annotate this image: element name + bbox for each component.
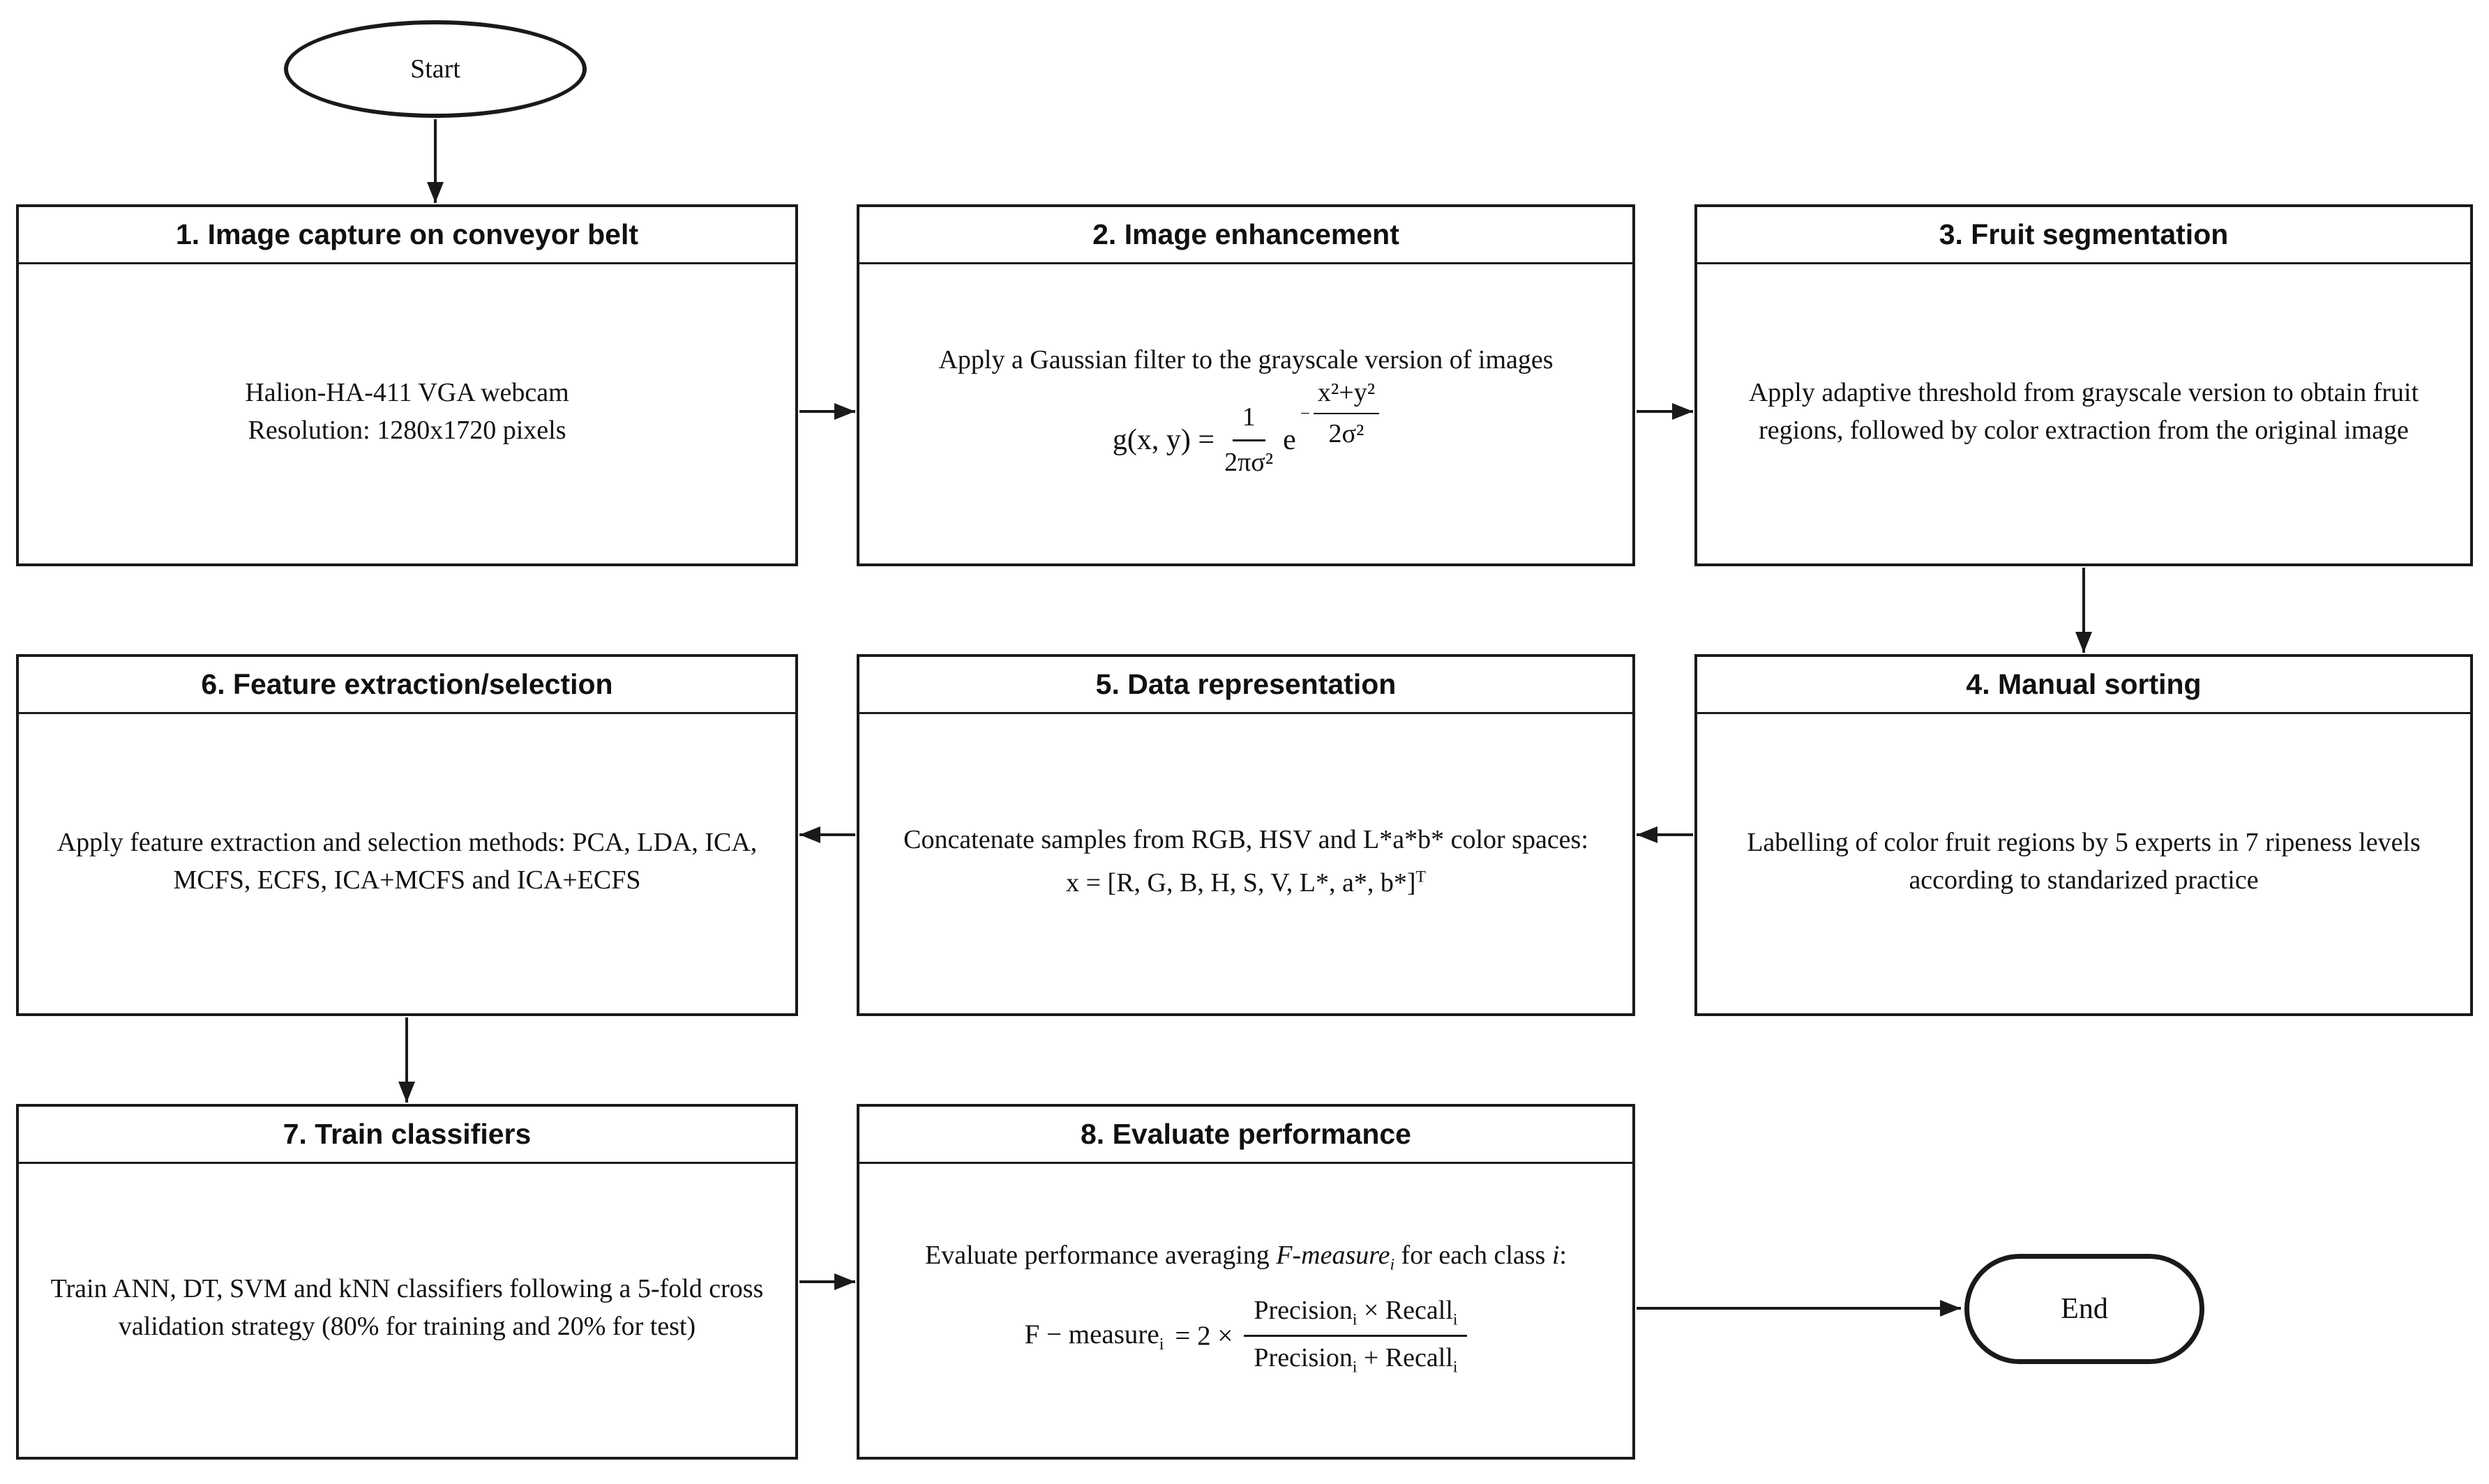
fmeasure-formula — [1025, 1292, 1468, 1379]
step3-body — [1697, 264, 2470, 563]
fmeasure-lhs: F − measure$_i$ — [1024, 1319, 1164, 1354]
exponent-numerator: x²+y² — [1314, 374, 1379, 415]
step5-box — [857, 654, 1635, 1016]
feature-vector-formula — [1066, 865, 1426, 902]
step6-box — [16, 654, 798, 1016]
step8-title: 8. Evaluate performance — [859, 1107, 1632, 1164]
class-i-italic: i — [1551, 1240, 1560, 1270]
exponent-fraction — [1314, 374, 1379, 454]
step7-title: 7. Train classifiers — [19, 1107, 795, 1164]
gaussian-fraction — [1224, 399, 1273, 482]
gaussian-formula — [1112, 377, 1379, 482]
step5-text: Concatenate samples from RGB, HSV and L*a*b* color spaces: — [903, 824, 1588, 854]
feature-vector: x = [R, G, B, H, S, V, L*, a*, b*]$^T$ — [1066, 867, 1426, 898]
step5-body — [859, 714, 1632, 1013]
step3-box — [1694, 204, 2473, 566]
step1-title: 1. Image capture on conveyor belt — [19, 207, 795, 264]
fmeasure-italic: F-measure$_i$ — [1276, 1240, 1395, 1274]
step4-body — [1697, 714, 2470, 1013]
start-terminal — [284, 20, 587, 118]
step5-title: 5. Data representation — [859, 657, 1632, 714]
step7-box — [16, 1104, 798, 1460]
step8-body — [859, 1164, 1632, 1457]
step7-body — [19, 1164, 795, 1457]
step7-text: Train ANN, DT, SVM and kNN classifiers following a 5-fold cross validation strategy (80% for training and 20% for test) — [50, 1274, 764, 1341]
step8-text: Evaluate performance averaging F-measure$_i$ for each class i: — [925, 1240, 1567, 1274]
exponent-denominator: 2σ² — [1328, 419, 1364, 449]
step6-text: Apply feature extraction and selection methods: PCA, LDA, ICA, MCFS, ECFS, ICA+MCFS and ICA+ECFS — [57, 827, 758, 895]
step1-line2: Resolution: 1280x1720 pixels — [248, 415, 566, 445]
step4-box — [1694, 654, 2473, 1016]
step2-text: Apply a Gaussian filter to the grayscale version of images — [938, 345, 1554, 375]
step3-text: Apply adaptive threshold from grayscale version to obtain fruit regions, followed by color extraction from the original image — [1748, 377, 2419, 445]
end-label: End — [2061, 1293, 2108, 1325]
exponent-sign: − — [1300, 404, 1310, 423]
transpose-sup: T — [1415, 867, 1426, 886]
step1-body — [19, 264, 795, 563]
step4-text: Labelling of color fruit regions by 5 experts in 7 ripeness levels according to standarized practice — [1747, 827, 2421, 895]
start-label: Start — [410, 54, 460, 84]
step2-title: 2. Image enhancement — [859, 207, 1632, 264]
step6-title: 6. Feature extraction/selection — [19, 657, 795, 714]
gaussian-exponential — [1283, 377, 1379, 480]
gaussian-denominator: 2πσ² — [1224, 447, 1274, 477]
gaussian-exponent — [1300, 374, 1379, 454]
fmeasure-eq: = 2 × — [1175, 1320, 1233, 1351]
fmeasure-fraction — [1244, 1292, 1467, 1379]
step6-body — [19, 714, 795, 1013]
step2-box — [857, 204, 1635, 566]
gaussian-e: e — [1283, 423, 1296, 456]
gaussian-lhs: g(x, y) = — [1112, 423, 1215, 456]
step1-line1: Halion-HA-411 VGA webcam — [245, 377, 569, 407]
step2-body — [859, 264, 1632, 563]
step3-title: 3. Fruit segmentation — [1697, 207, 2470, 264]
step1-box — [16, 204, 798, 566]
fmeasure-denominator: Precision$_i$ + Recall$_i$ — [1254, 1343, 1458, 1377]
gaussian-numerator: 1 — [1233, 399, 1265, 441]
step8-box — [857, 1104, 1635, 1460]
end-terminal — [1964, 1254, 2204, 1364]
step4-title: 4. Manual sorting — [1697, 657, 2470, 714]
fmeasure-numerator: Precision$_i$ × Recall$_i$ — [1244, 1292, 1467, 1337]
